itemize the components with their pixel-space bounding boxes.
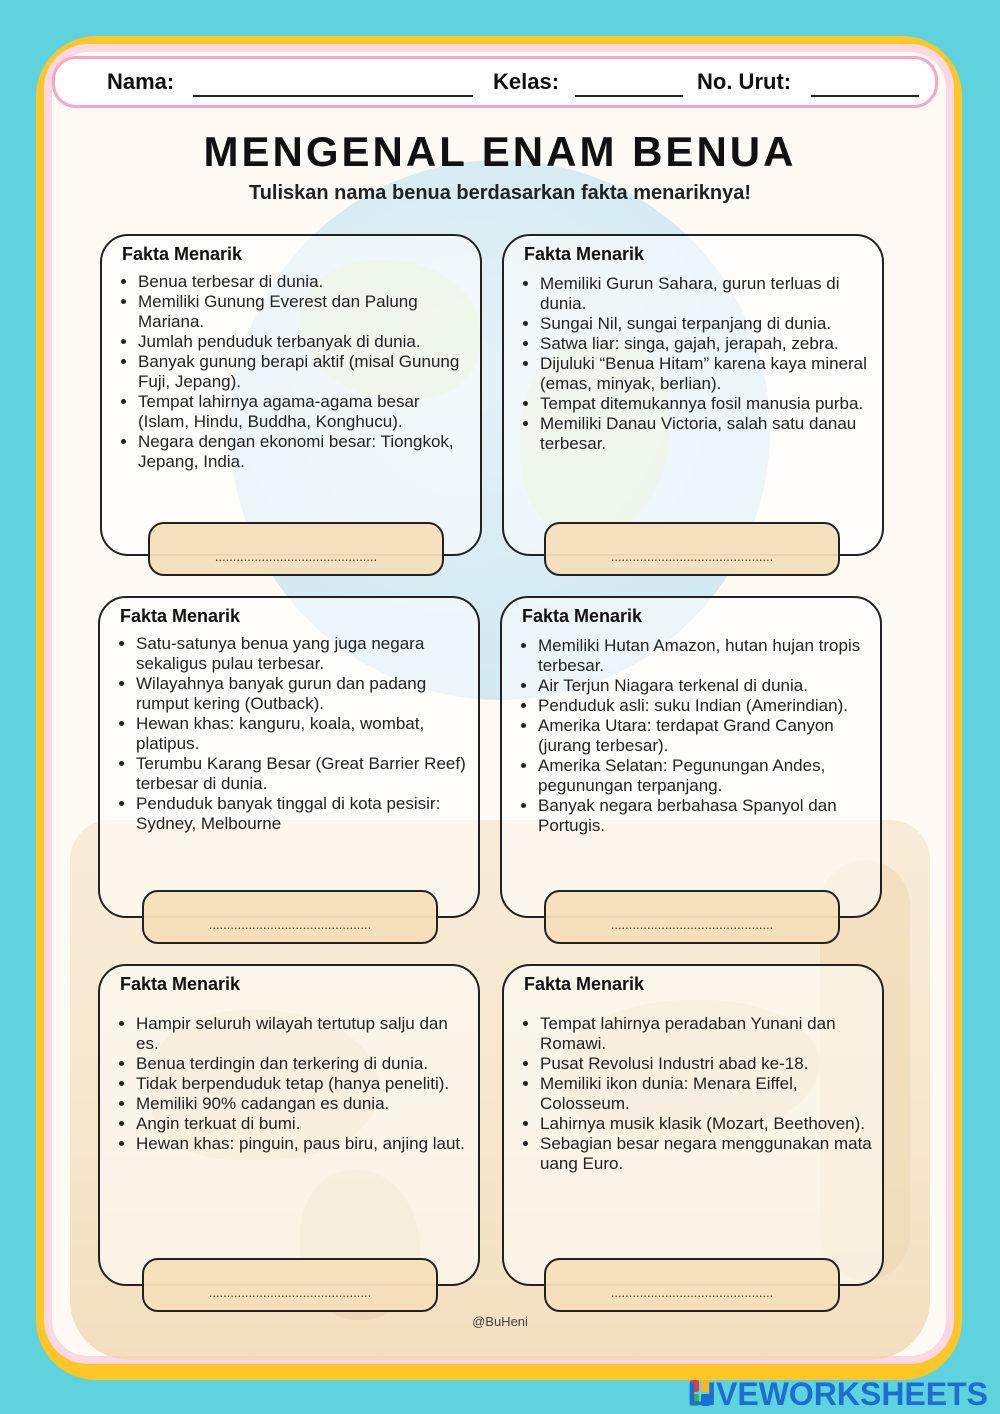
answer-box-6[interactable]	[544, 1258, 840, 1312]
number-label: No. Urut:	[697, 69, 792, 94]
fact-item: • Banyak negara berbahasa Spanyol dan Portugis.	[538, 796, 870, 836]
fact-item: • Penduduk banyak tinggal di kota pesisir: Sydney, Melbourne	[136, 794, 468, 834]
fact-item: • Tempat lahirnya agama-agama besar (Islam, Hindu, Buddha, Konghucu).	[138, 392, 470, 432]
fact-item: • Angin terkuat di bumi.	[136, 1114, 468, 1134]
fact-item: • Jumlah penduduk terbanyak di dunia.	[138, 332, 470, 352]
fact-item: • Satu-satunya benua yang juga negara sekaligus pulau terbesar.	[136, 634, 468, 674]
author-credit: @BuHeni	[472, 1314, 528, 1329]
answer-box-2[interactable]	[544, 522, 840, 576]
answer-blank[interactable]: .............................................	[214, 549, 378, 564]
fact-item: • Lahirnya musik klasik (Mozart, Beethoven).	[540, 1114, 872, 1134]
fact-item: • Pusat Revolusi Industri abad ke-18.	[540, 1054, 872, 1074]
fact-item: • Negara dengan ekonomi besar: Tiongkok, Jepang, India.	[138, 432, 470, 472]
card-heading: Fakta Menarik	[122, 244, 243, 264]
fact-item: • Tempat ditemukannya fosil manusia purba.	[540, 394, 872, 414]
answer-blank[interactable]: .............................................	[610, 917, 774, 932]
fact-item: • Hewan khas: pinguin, paus biru, anjing laut.	[136, 1134, 468, 1154]
fact-item: • Memiliki Danau Victoria, salah satu danau terbesar.	[540, 414, 872, 454]
fact-item: • Sungai Nil, sungai terpanjang di dunia.	[540, 314, 872, 334]
fact-item: • Amerika Utara: terdapat Grand Canyon (jurang terbesar).	[538, 716, 870, 756]
card-heading: Fakta Menarik	[524, 974, 645, 994]
name-input-line[interactable]	[193, 95, 473, 97]
fact-item: • Satwa liar: singa, gajah, jerapah, zebra.	[540, 334, 872, 354]
card-heading: Fakta Menarik	[522, 606, 643, 626]
fact-item: • Air Terjun Niagara terkenal di dunia.	[538, 676, 870, 696]
fact-item: • Memiliki ikon dunia: Menara Eiffel, Colosseum.	[540, 1074, 872, 1114]
class-input-line[interactable]	[575, 95, 683, 97]
student-info-bar	[52, 56, 938, 108]
answer-box-4[interactable]	[544, 890, 840, 944]
class-label: Kelas:	[493, 69, 560, 94]
answer-blank[interactable]: .............................................	[610, 549, 774, 564]
card-heading: Fakta Menarik	[524, 244, 645, 264]
name-label: Nama:	[107, 69, 175, 94]
card-heading: Fakta Menarik	[120, 974, 241, 994]
fact-item: • Sebagian besar negara menggunakan mata uang Euro.	[540, 1134, 872, 1174]
fact-item: • Memiliki Hutan Amazon, hutan hujan tropis terbesar.	[538, 636, 870, 676]
fact-item: • Penduduk asli: suku Indian (Amerindian).	[538, 696, 870, 716]
answer-box-3[interactable]	[142, 890, 438, 944]
fact-item: • Terumbu Karang Besar (Great Barrier Reef) terbesar di dunia.	[136, 754, 468, 794]
answer-box-1[interactable]	[148, 522, 444, 576]
worksheet-title: MENGENAL ENAM BENUA	[203, 128, 797, 175]
fact-card-1	[100, 234, 482, 556]
fact-list	[516, 636, 870, 836]
fact-card-2	[502, 234, 884, 556]
fact-item: • Tidak berpenduduk tetap (hanya peneliti).	[136, 1074, 468, 1094]
fact-item: • Memiliki Gunung Everest dan Palung Mariana.	[138, 292, 470, 332]
liveworksheets-watermark: LIVEWORKSHEETS	[687, 1376, 988, 1412]
fact-list	[116, 272, 470, 472]
fact-item: • Wilayahnya banyak gurun dan padang rumput kering (Outback).	[136, 674, 468, 714]
number-input-line[interactable]	[811, 95, 919, 97]
answer-blank[interactable]: .............................................	[208, 917, 372, 932]
fact-item: • Memiliki 90% cadangan es dunia.	[136, 1094, 468, 1114]
answer-blank[interactable]: .............................................	[208, 1285, 372, 1300]
fact-item: • Memiliki Gurun Sahara, gurun terluas di dunia.	[540, 274, 872, 314]
fact-item: • Dijuluki “Benua Hitam” karena kaya mineral (emas, minyak, berlian).	[540, 354, 872, 394]
fact-item: • Benua terbesar di dunia.	[138, 272, 470, 292]
card-heading: Fakta Menarik	[120, 606, 241, 626]
fact-list	[518, 274, 872, 454]
fact-card-6	[502, 964, 884, 1286]
fact-list	[518, 1014, 872, 1174]
fact-item: • Hewan khas: kanguru, koala, wombat, platipus.	[136, 714, 468, 754]
worksheet-instruction: Tuliskan nama benua berdasarkan fakta menariknya!	[248, 182, 752, 204]
answer-blank[interactable]: .............................................	[610, 1285, 774, 1300]
fact-card-4	[500, 596, 882, 918]
fact-item: • Banyak gunung berapi aktif (misal Gunung Fuji, Jepang).	[138, 352, 470, 392]
answer-box-5[interactable]	[142, 1258, 438, 1312]
fact-list	[114, 1014, 468, 1154]
fact-card-3	[98, 596, 480, 918]
fact-item: • Benua terdingin dan terkering di dunia.	[136, 1054, 468, 1074]
fact-item: • Tempat lahirnya peradaban Yunani dan Romawi.	[540, 1014, 872, 1054]
fact-item: • Hampir seluruh wilayah tertutup salju dan es.	[136, 1014, 468, 1054]
fact-card-5	[98, 964, 480, 1286]
fact-list	[114, 634, 468, 834]
fact-item: • Amerika Selatan: Pegunungan Andes, pegunungan terpanjang.	[538, 756, 870, 796]
